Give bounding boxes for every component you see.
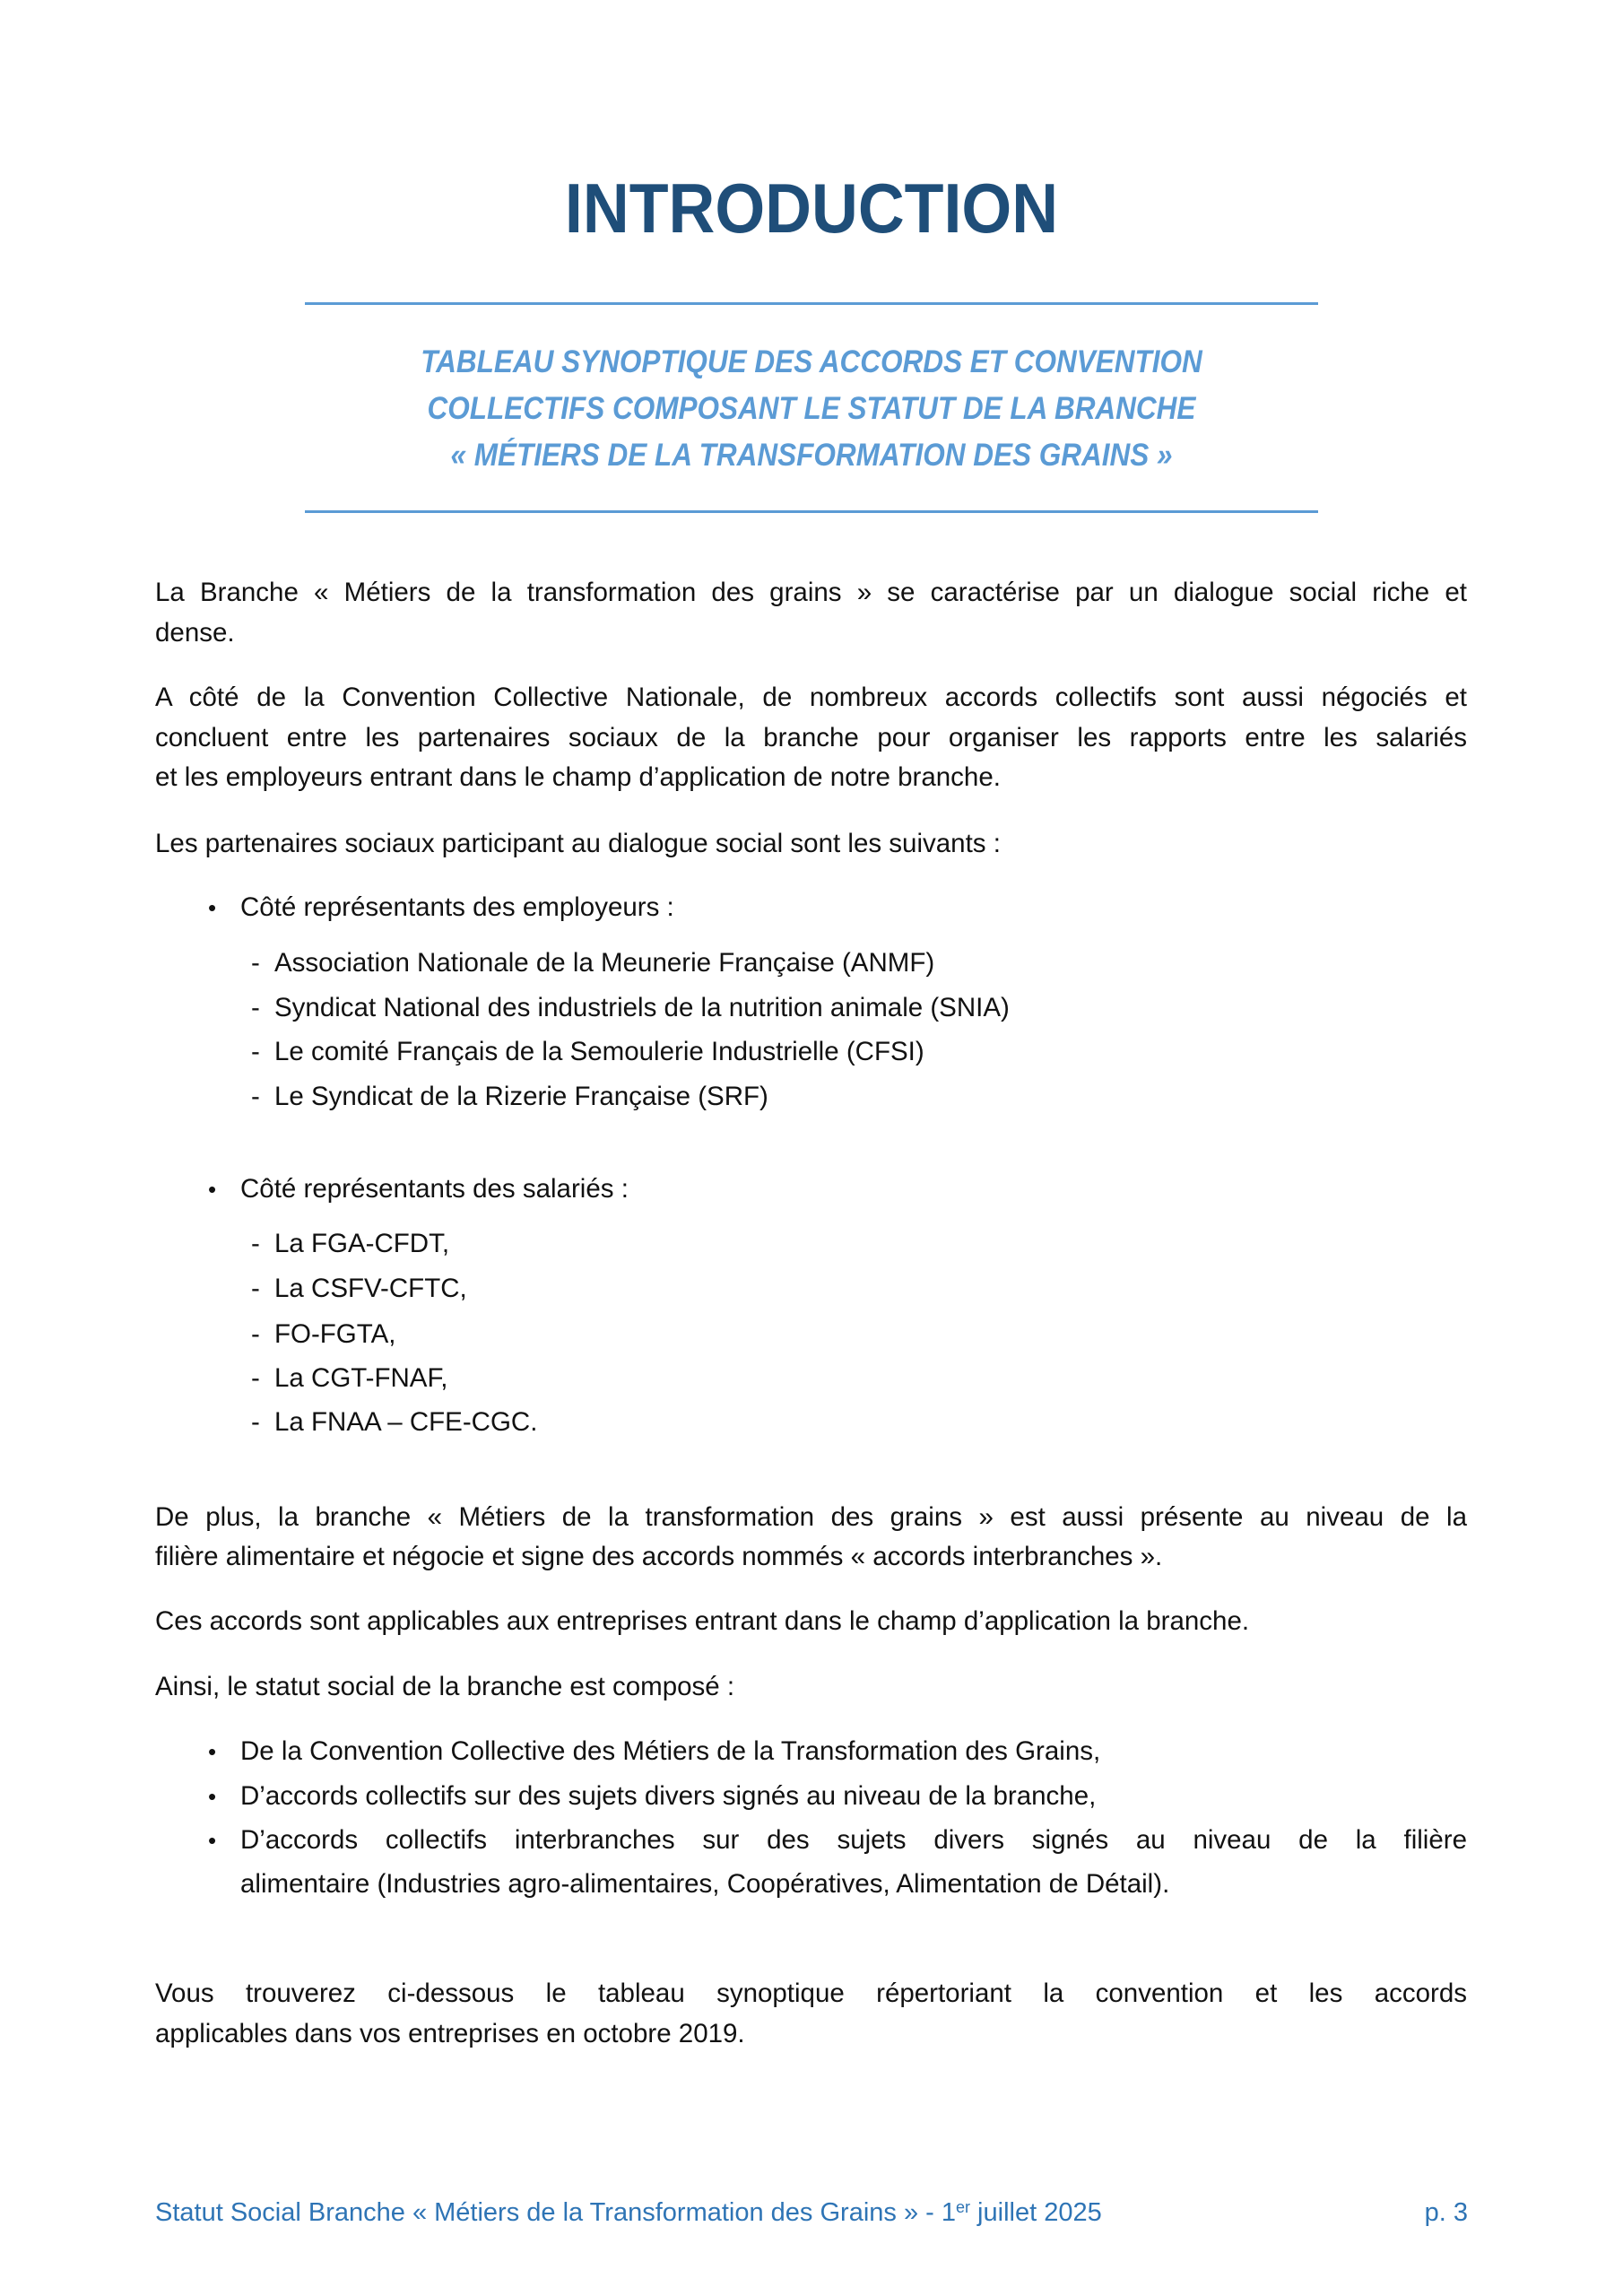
dash-icon: - bbox=[251, 1229, 260, 1258]
bullet-employees-label: Côté représentants des salariés : bbox=[240, 1174, 629, 1204]
composition-item-text: D’accords collectifs sur des sujets divers signés au niveau de la branche, bbox=[240, 1781, 1097, 1811]
composition-item-text: alimentaire (Industries agro-alimentaires, Coopératives, Alimentation de Détail). bbox=[240, 1869, 1170, 1899]
composition-item bbox=[0, 1732, 1623, 1771]
employee-item-text: La CSFV-CFTC, bbox=[274, 1274, 467, 1303]
employee-item bbox=[0, 1269, 1623, 1309]
employer-item-text: Le comité Français de la Semoulerie Industrielle (CFSI) bbox=[274, 1037, 924, 1066]
paragraph-convention-line-3: et les employeurs entrant dans le champ d’application de notre branche. bbox=[155, 762, 1001, 792]
dash-icon: - bbox=[251, 1037, 260, 1066]
paragraph-interbranch-line-1: De plus, la branche « Métiers de la transformation des grains » est aussi présente au niveau de la bbox=[155, 1502, 1467, 1532]
employee-item bbox=[0, 1403, 1623, 1442]
employee-item-text: FO-FGTA, bbox=[274, 1319, 396, 1349]
employer-item bbox=[0, 1077, 1623, 1117]
subtitle-line-3: « MÉTIERS DE LA TRANSFORMATION DES GRAINS » bbox=[450, 438, 1173, 473]
paragraph-applicable: Ces accords sont applicables aux entreprises entrant dans le champ d’application la branche. bbox=[155, 1606, 1250, 1636]
footer-title-text: Statut Social Branche « Métiers de la Transformation des Grains » - 1 bbox=[155, 2198, 956, 2227]
bullet-employers bbox=[0, 888, 1623, 927]
dash-icon: - bbox=[251, 1407, 260, 1437]
footer-ordinal-suffix: er bbox=[955, 2198, 970, 2216]
subtitle-line-1: TABLEAU SYNOPTIQUE DES ACCORDS ET CONVENTION bbox=[421, 344, 1202, 379]
bottom-divider bbox=[305, 510, 1318, 513]
top-divider bbox=[305, 302, 1318, 305]
bullet-icon: • bbox=[208, 1738, 217, 1765]
subtitle-line-2: COLLECTIFS COMPOSANT LE STATUT DE LA BRANCHE bbox=[427, 391, 1196, 426]
employer-item bbox=[0, 1032, 1623, 1072]
employee-item bbox=[0, 1315, 1623, 1354]
composition-item-text: D’accords collectifs interbranches sur des sujets divers signés au niveau de la filière bbox=[240, 1825, 1467, 1855]
page-title: INTRODUCTION bbox=[564, 169, 1059, 248]
employee-item bbox=[0, 1224, 1623, 1264]
paragraph-partners: Les partenaires sociaux participant au dialogue social sont les suivants : bbox=[155, 829, 1001, 858]
bullet-icon: • bbox=[208, 1176, 217, 1203]
footer-document-title bbox=[155, 2195, 1102, 2231]
dash-icon: - bbox=[251, 1363, 260, 1393]
composition-item bbox=[0, 1821, 1623, 1860]
employee-item-text: La FNAA – CFE-CGC. bbox=[274, 1407, 538, 1437]
dash-icon: - bbox=[251, 1319, 260, 1349]
paragraph-convention-line-1: A côté de la Convention Collective Nationale, de nombreux accords collectifs sont aussi négociés et bbox=[155, 683, 1467, 712]
employer-item-text: Association Nationale de la Meunerie Française (ANMF) bbox=[274, 948, 935, 978]
dash-icon: - bbox=[251, 1082, 260, 1111]
page-number: p. 3 bbox=[1424, 2198, 1468, 2227]
bullet-employees bbox=[0, 1170, 1623, 1209]
paragraph-composition-intro: Ainsi, le statut social de la branche est composé : bbox=[155, 1672, 735, 1701]
employer-item-text: Le Syndicat de la Rizerie Française (SRF) bbox=[274, 1082, 768, 1111]
dash-icon: - bbox=[251, 993, 260, 1022]
composition-item-text: De la Convention Collective des Métiers de la Transformation des Grains, bbox=[240, 1736, 1101, 1766]
employer-item bbox=[0, 988, 1623, 1028]
employee-item bbox=[0, 1359, 1623, 1398]
footer-date-text: juillet 2025 bbox=[970, 2198, 1102, 2227]
bullet-icon: • bbox=[208, 1783, 217, 1810]
bullet-icon: • bbox=[208, 1827, 217, 1854]
paragraph-convention-line-2: concluent entre les partenaires sociaux de la branche pour organiser les rapports entre les salariés bbox=[155, 723, 1467, 752]
employer-item-text: Syndicat National des industriels de la nutrition animale (SNIA) bbox=[274, 993, 1010, 1022]
composition-item-continuation bbox=[0, 1865, 1623, 1904]
dash-icon: - bbox=[251, 1274, 260, 1303]
paragraph-closing-line-1: Vous trouverez ci-dessous le tableau synoptique répertoriant la convention et les accords bbox=[155, 1979, 1467, 2008]
employer-item bbox=[0, 944, 1623, 983]
employee-item-text: La FGA-CFDT, bbox=[274, 1229, 450, 1258]
composition-item bbox=[0, 1777, 1623, 1816]
employee-item-text: La CGT-FNAF, bbox=[274, 1363, 448, 1393]
paragraph-intro-line-1: La Branche « Métiers de la transformation des grains » se caractérise par un dialogue social riche et bbox=[155, 578, 1467, 607]
paragraph-intro-line-2: dense. bbox=[155, 618, 235, 648]
bullet-icon: • bbox=[208, 894, 217, 921]
paragraph-interbranch-line-2: filière alimentaire et négocie et signe des accords nommés « accords interbranches ». bbox=[155, 1542, 1163, 1571]
dash-icon: - bbox=[251, 948, 260, 978]
paragraph-closing-line-2: applicables dans vos entreprises en octobre 2019. bbox=[155, 2019, 745, 2048]
bullet-employers-label: Côté représentants des employeurs : bbox=[240, 892, 674, 922]
